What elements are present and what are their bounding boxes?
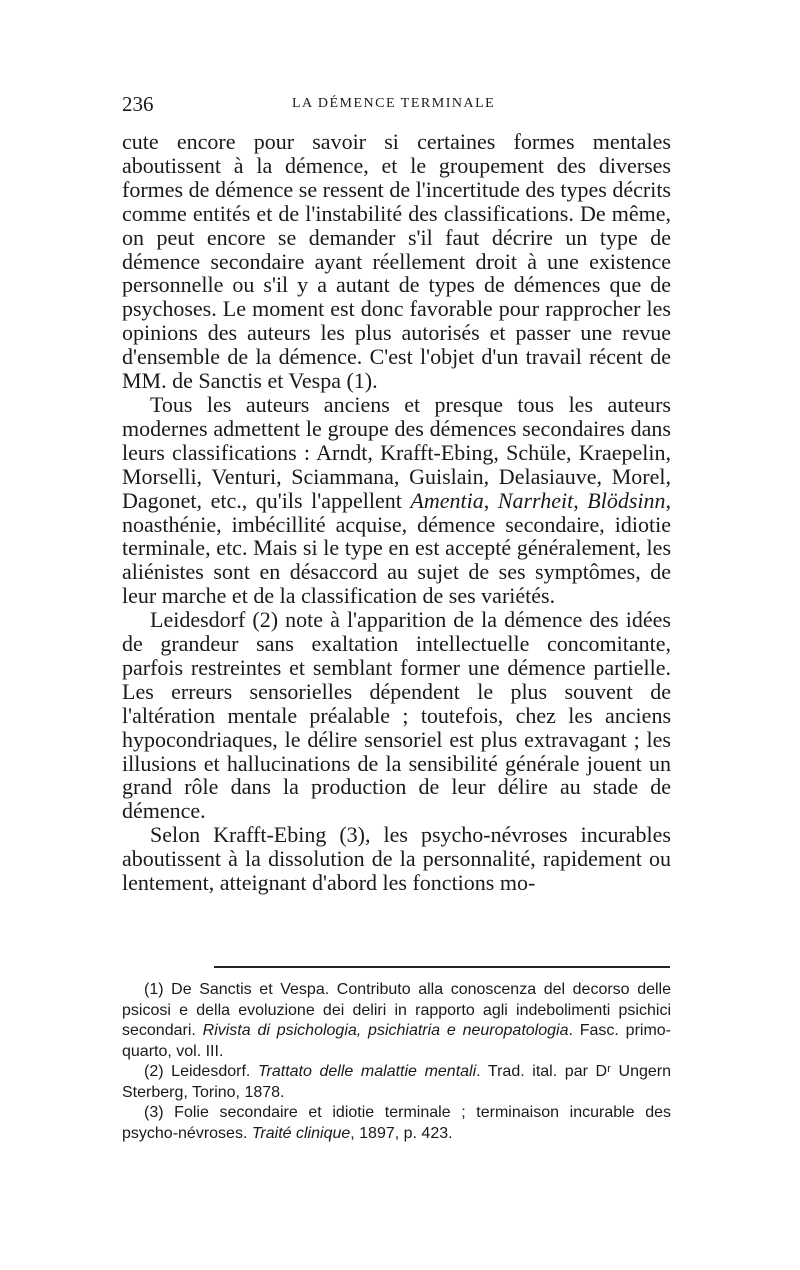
footnote-2-title: Trattato delle malattie mentali xyxy=(257,1063,477,1080)
footnote-1-text-b: . Fasc. primo-quarto, vol. III. xyxy=(122,1022,672,1060)
footnote-1 xyxy=(122,980,671,1062)
paragraph-2-text-d: , noasthénie, imbécillité acquise, démence secondaire, idiotie terminale, etc. Mais si le type en est accepté généralement, les aliénistes sont en désaccord au sujet de ses symptômes, de leur marche et de la classification de ses variétés. xyxy=(122,487,672,609)
term-narrheit: Narrheit xyxy=(497,487,574,513)
page-number: 236 xyxy=(122,92,154,116)
footnote-1-journal: Rivista di psichologia, psichiatria e neuropatologia xyxy=(202,1022,569,1039)
paragraph-2-sep-2: , xyxy=(573,487,588,513)
footnote-2-text-b: . Trad. ital. par Dʳ Ungern Sterberg, Torino, 1878. xyxy=(122,1063,672,1101)
body-text xyxy=(122,130,671,895)
paragraph-3: Leidesdorf (2) note à l'apparition de la démence des idées de grandeur sans exaltation intellectuelle concomitante, parfois restreintes et semblant former une démence partielle. Les erreurs sensorielles dépendent le plus souvent de l'altération mentale préalable ; toutefois, chez les anciens hypocondriaques, le délire sensoriel est plus extravagant ; les illusions et hallucinations de la sensibilité générale jouent un grand rôle dans la production de leur délire au stade de démence. xyxy=(122,607,671,824)
footnote-3-title: Traité clinique xyxy=(251,1124,351,1142)
paragraph-1: cute encore pour savoir si certaines formes mentales aboutissent à la démence, et le groupement des diverses formes de démence se ressent de l'incertitude des types décrits comme entités et de l'instabilité des classifications. De même, on peut encore se demander s'il faut décrire un type de démence secondaire ayant réellement droit à une existence personnelle ou s'il y a autant de types de démences que de psychoses. Le moment est donc favorable pour rapprocher les opinions des auteurs les plus autorisés et passer une revue d'ensemble de la démence. C'est l'objet d'un travail récent de MM. de Sanctis et Vespa (1). xyxy=(122,129,671,394)
footnote-1-text-a: (1) De Sanctis et Vespa. Contributo alla conoscenza del decorso delle psicosi e della evoluzione dei deliri in rapporto agli indebolimenti psichici secondari. xyxy=(122,981,671,1039)
paragraph-2-sep-1: , xyxy=(483,487,498,513)
term-blodsinn: Blödsinn xyxy=(587,487,666,513)
footnotes xyxy=(122,980,671,1144)
footnote-2 xyxy=(122,1062,671,1103)
paragraph-2 xyxy=(122,393,671,608)
term-amentia: Amentia xyxy=(410,487,484,513)
paragraph-2-text-a: Tous les auteurs anciens et presque tous les auteurs modernes admettent le groupe des démences secondaires dans leurs classifications : Arndt, Krafft-Ebing, Schüle, Kraepelin, Morselli, Venturi, Sciammana, Guislain, Delasiauve, Morel, Dagonet, etc., qu'ils l'appellent xyxy=(122,391,671,513)
footnote-3-text-a: (3) Folie secondaire et idiotie terminale ; terminaison incurable des psycho-névroses. xyxy=(122,1104,671,1142)
paragraph-4: Selon Krafft-Ebing (3), les psycho-névroses incurables aboutissent à la dissolution de la personnalité, rapidement ou lentement, atteignant d'abord les fonctions mo- xyxy=(122,822,671,896)
footnote-3-text-b: , 1897, p. 423. xyxy=(350,1124,453,1142)
footnote-2-text-a: (2) Leidesdorf. xyxy=(144,1063,258,1080)
page-header xyxy=(122,92,672,118)
running-title: LA DÉMENCE TERMINALE xyxy=(292,96,496,111)
footnote-divider xyxy=(214,966,670,968)
footnote-3 xyxy=(122,1103,671,1144)
